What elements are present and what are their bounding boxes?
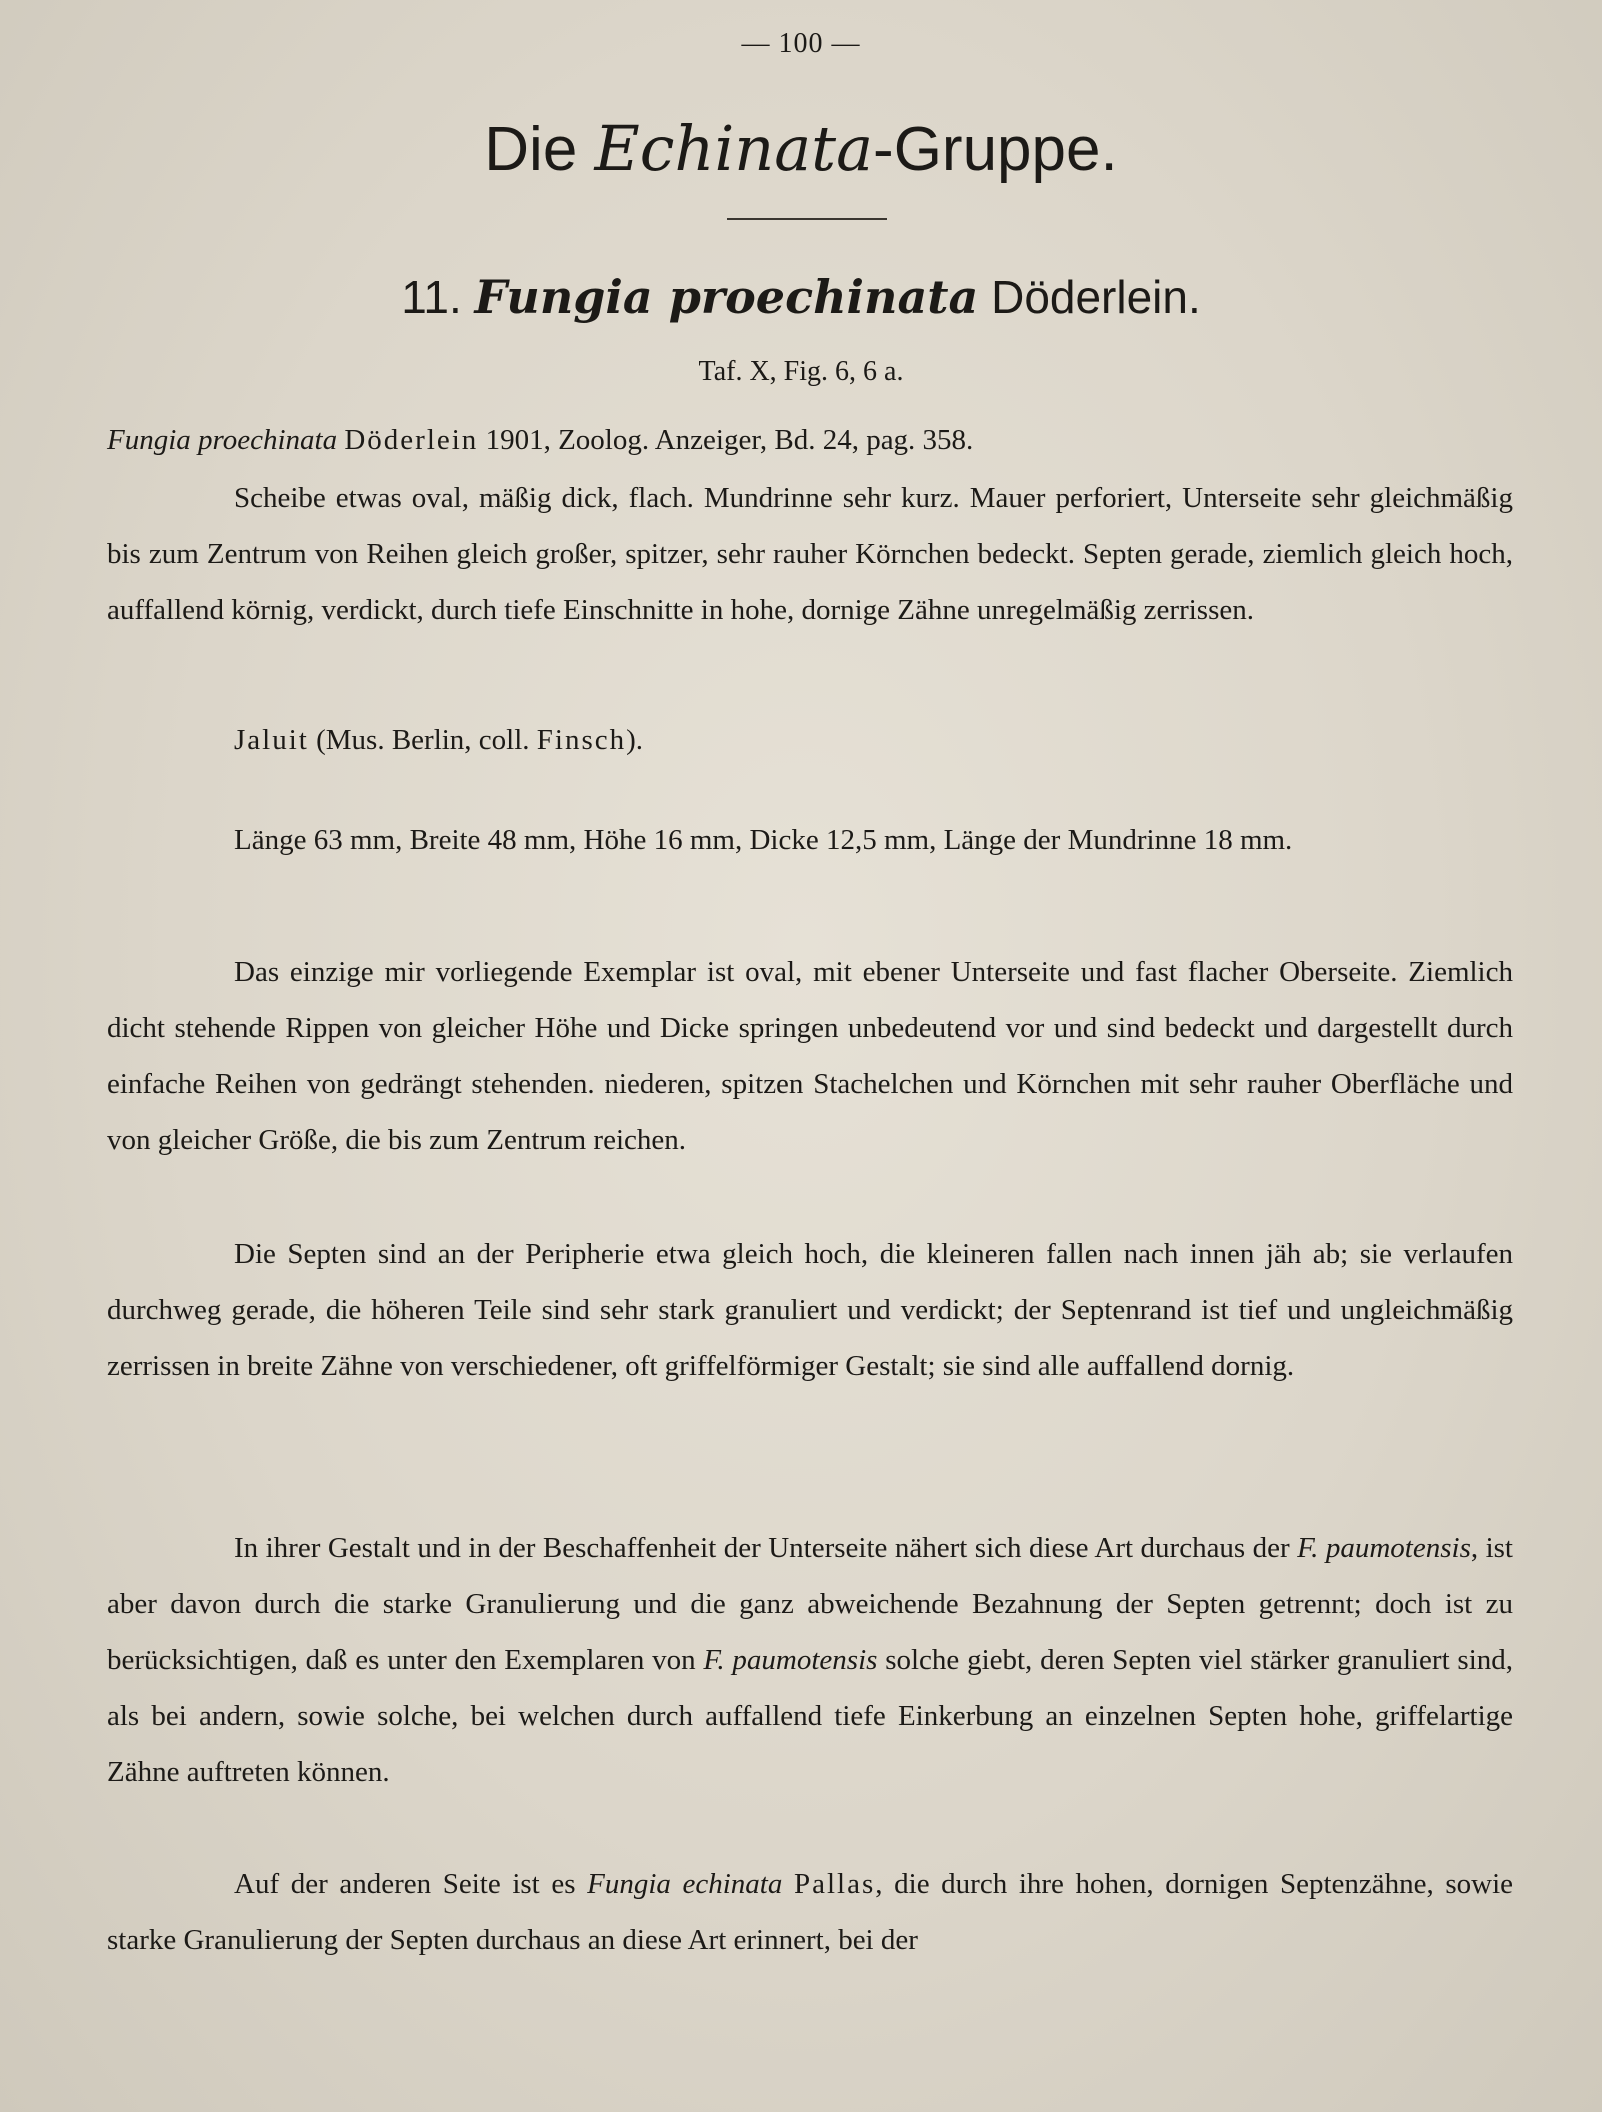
group-title-prefix: Die	[484, 115, 595, 184]
species-author: Döderlein.	[978, 271, 1201, 323]
species-title	[0, 270, 1602, 324]
comparison-text-1: In ihrer Gestalt und in der Beschaffenheit der Unterseite nähert sich diese Art durchaus der	[234, 1532, 1298, 1564]
locality-place: Jaluit	[234, 724, 309, 756]
locality-paragraph	[107, 712, 1513, 768]
other-author: Pallas	[794, 1868, 876, 1900]
comparison-text-3: solche giebt, deren Septen viel stärker granuliert sind, als bei andern, sowie solche, bei welchen durch auffallend tiefe Einkerbung an einzelnen Septen hohe, griffelartige Zähne auftreten können.	[107, 1644, 1514, 1788]
comparison-taxon-2: F. paumotensis	[703, 1644, 878, 1676]
comparison-text-2: , ist aber davon durch die starke Granulierung und die ganz abweichende Bezahnung der Septen getrennt; doch ist zu berücksichtigen, daß es unter den Exemplaren von	[107, 1532, 1513, 1676]
other-side-paragraph	[107, 1856, 1513, 1968]
plate-reference: Taf. X, Fig. 6, 6 a.	[698, 356, 904, 387]
locality-rest: (Mus. Berlin, coll.	[308, 724, 537, 756]
species-number: 11.	[401, 271, 475, 323]
species-name: Fungia proechinata	[474, 270, 979, 324]
group-title	[0, 112, 1602, 185]
page-number: — 100 —	[741, 28, 861, 59]
title-divider	[727, 218, 887, 220]
other-text-2: , die durch ihre hohen, dornigen Septenzähne, sowie starke Granulierung der Septen durchaus an diese Art erinnert, bei der	[107, 1868, 1514, 1956]
other-text-1: Auf der anderen Seite ist es	[234, 1868, 588, 1900]
citation-name: Fungia proechinata	[107, 424, 338, 456]
comparison-taxon-1: F. paumotensis	[1297, 1532, 1471, 1564]
group-title-suffix: -Gruppe.	[873, 115, 1118, 184]
locality-end: ).	[626, 724, 644, 756]
citation-author: Döderlein	[344, 424, 479, 456]
specimen-paragraph: Das einzige mir vorliegende Exemplar ist oval, mit ebener Unterseite und fast flacher Oberseite. Ziemlich dicht stehende Rippen von gleicher Höhe und Dicke springen unbedeutend vor und sind bedeckt und dargestellt durch einfache Reihen von gedrängt stehenden. niederen, spitzen Stachelchen und Körnchen mit sehr rauher Oberfläche und von gleicher Größe, die bis zum Zentrum reichen.	[107, 956, 1513, 1156]
citation	[107, 412, 1513, 468]
group-title-italic: Echinata	[594, 112, 874, 185]
comparison-paragraph	[107, 1520, 1513, 1800]
citation-rest: 1901, Zoolog. Anzeiger, Bd. 24, pag. 358.	[478, 424, 974, 456]
septa-paragraph: Die Septen sind an der Peripherie etwa gleich hoch, die kleineren fallen nach innen jäh ab; sie verlaufen durchweg gerade, die höheren Teile sind sehr stark granuliert und verdickt; der Septenrand ist tief und ungleichmäßig zerrissen in breite Zähne von verschiedener, oft griffelförmiger Gestalt; sie sind alle auffallend dornig.	[107, 1238, 1513, 1382]
diagnosis-paragraph: Scheibe etwas oval, mäßig dick, flach. Mundrinne sehr kurz. Mauer perforiert, Unterseite sehr gleichmäßig bis zum Zentrum von Reihen gleich großer, spitzer, sehr rauher Körnchen bedeckt. Septen gerade, ziemlich gleich hoch, auffallend körnig, verdickt, durch tiefe Einschnitte in hohe, dornige Zähne unregelmäßig zerrissen.	[107, 482, 1513, 626]
locality-collector: Finsch	[536, 724, 627, 756]
measurements-paragraph: Länge 63 mm, Breite 48 mm, Höhe 16 mm, Dicke 12,5 mm, Länge der Mundrinne 18 mm.	[234, 824, 1293, 856]
other-taxon: Fungia echinata	[587, 1868, 783, 1900]
